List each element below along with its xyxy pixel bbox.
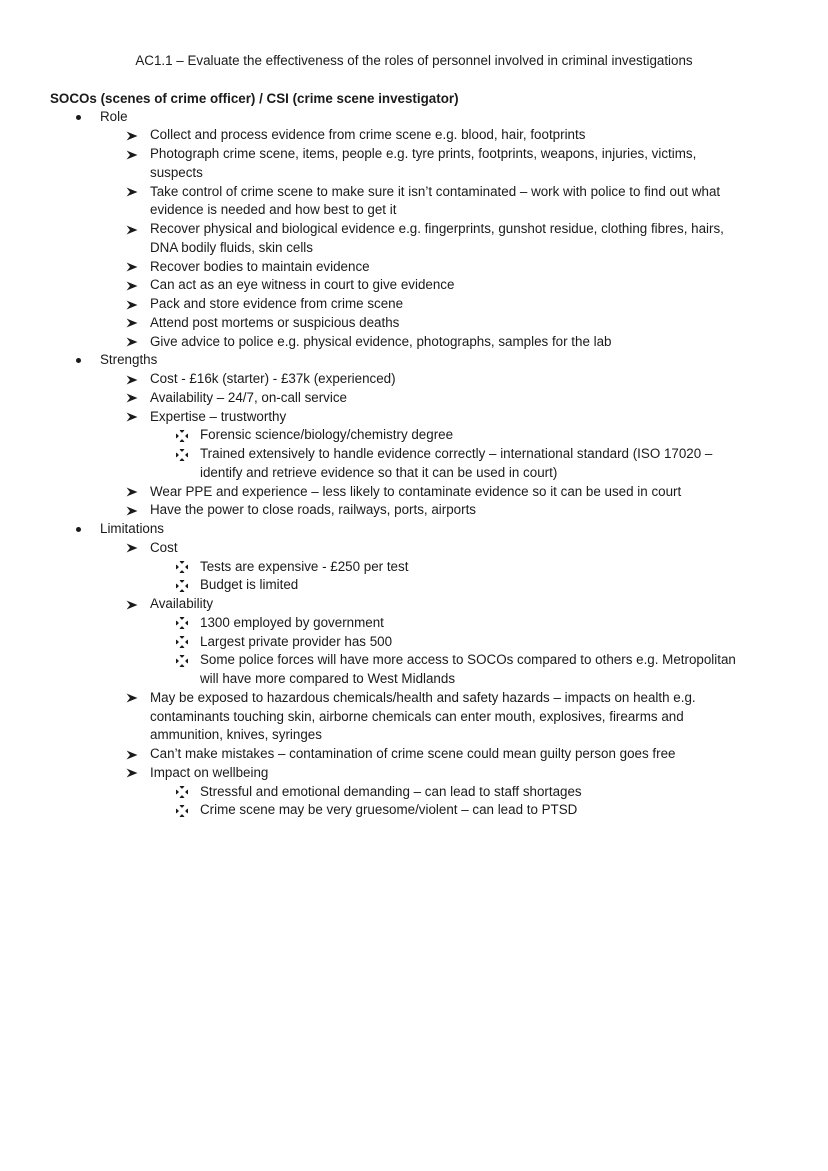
list-item: Wear PPE and experience – less likely to contaminate evidence so it can be used in court — [150, 483, 682, 499]
arrow-bullet-icon — [126, 543, 138, 553]
list-item: suspects — [150, 164, 203, 180]
list-item: contaminants touching skin, airborne chemicals can enter mouth, explosives, firearms and — [150, 708, 684, 724]
arrow-bullet-icon — [126, 225, 138, 235]
list-item: Attend post mortems or suspicious deaths — [150, 314, 400, 330]
list-item: Cost — [150, 539, 178, 555]
list-item: Can act as an eye witness in court to give evidence — [150, 277, 455, 293]
sub-list-item: Forensic science/biology/chemistry degree — [200, 427, 454, 443]
diamond-bullet-icon — [176, 655, 188, 667]
arrow-bullet-icon — [126, 506, 138, 516]
list-item: Recover bodies to maintain evidence — [150, 258, 370, 274]
arrow-bullet-icon — [126, 768, 138, 778]
bullet-dot-icon — [76, 358, 81, 363]
sub-list-item: Stressful and emotional demanding – can lead to staff shortages — [200, 783, 582, 799]
sub-list-item: Budget is limited — [200, 577, 299, 593]
list-item: Can’t make mistakes – contamination of crime scene could mean guilty person goes free — [150, 746, 676, 761]
list-item: May be exposed to hazardous chemicals/health and safety hazards – impacts on health e.g. — [150, 689, 696, 705]
arrow-bullet-icon — [126, 600, 138, 610]
list-item: Expertise – trustworthy — [150, 408, 287, 424]
arrow-bullet-icon — [126, 750, 138, 760]
sub-list-item: identify and retrieve evidence so that it can be used in court) — [200, 464, 558, 480]
list-item: Availability — [150, 596, 214, 611]
list-item: DNA bodily fluids, skin cells — [150, 239, 313, 255]
section-heading: SOCOs (scenes of crime officer) / CSI (crime scene investigator) — [50, 91, 459, 106]
arrow-bullet-icon — [126, 375, 138, 385]
list-item: Pack and store evidence from crime scene — [150, 296, 404, 311]
sub-list-item: Trained extensively to handle evidence correctly – international standard (ISO 17020 – — [200, 446, 713, 461]
list-item: Recover physical and biological evidence e.g. fingerprints, gunshot residue, clothing fibres, hairs, — [150, 221, 724, 236]
diamond-bullet-icon — [176, 430, 188, 442]
list-item: Cost - £16k (starter) - £37k (experienced) — [150, 371, 396, 386]
arrow-bullet-icon — [126, 150, 138, 160]
list-item: evidence is needed and how best to get it — [150, 202, 397, 218]
diamond-bullet-icon — [176, 580, 188, 592]
list-item: Availability – 24/7, on-call service — [150, 389, 347, 405]
list-item: Take control of crime scene to make sure it isn’t contaminated – work with police to find out what — [150, 183, 721, 199]
arrow-bullet-icon — [126, 262, 138, 272]
list-item: Collect and process evidence from crime scene e.g. blood, hair, footprints — [150, 127, 586, 143]
diamond-bullet-icon — [176, 786, 188, 798]
diamond-bullet-icon — [176, 805, 188, 817]
sub-list-item: Tests are expensive - £250 per test — [200, 558, 409, 574]
diamond-bullet-icon — [176, 617, 188, 629]
diamond-bullet-icon — [176, 449, 188, 461]
list-item: Impact on wellbeing — [150, 764, 269, 780]
list-item: Photograph crime scene, items, people e.g. tyre prints, footprints, weapons, injuries, victims, — [150, 146, 697, 161]
arrow-bullet-icon — [126, 187, 138, 197]
arrow-bullet-icon — [126, 487, 138, 497]
sub-list-item: will have more compared to West Midlands — [200, 671, 456, 686]
bullet-dot-icon — [76, 527, 81, 532]
sub-list-item: 1300 employed by government — [200, 614, 384, 630]
role-label: Role — [100, 108, 128, 124]
sub-list-item: Some police forces will have more access to SOCOs compared to others e.g. Metropolitan — [200, 652, 736, 668]
bullet-dot-icon — [76, 115, 81, 120]
arrow-bullet-icon — [126, 337, 138, 347]
arrow-bullet-icon — [126, 131, 138, 141]
strengths-label: Strengths — [100, 352, 158, 368]
arrow-bullet-icon — [126, 300, 138, 310]
arrow-bullet-icon — [126, 693, 138, 703]
diamond-bullet-icon — [176, 636, 188, 648]
arrow-bullet-icon — [126, 393, 138, 403]
arrow-bullet-icon — [126, 412, 138, 422]
list-item: Give advice to police e.g. physical evidence, photographs, samples for the lab — [150, 333, 612, 349]
limitations-label: Limitations — [100, 521, 165, 536]
list-item: ammunition, knives, syringes — [150, 727, 322, 743]
sub-list-item: Crime scene may be very gruesome/violent – can lead to PTSD — [200, 802, 578, 818]
arrow-bullet-icon — [126, 281, 138, 291]
list-item: Have the power to close roads, railways, ports, airports — [150, 502, 476, 518]
arrow-bullet-icon — [126, 318, 138, 328]
page-title: AC1.1 – Evaluate the effectiveness of the roles of personnel involved in criminal investigations — [135, 53, 693, 68]
sub-list-item: Largest private provider has 500 — [200, 633, 393, 649]
diamond-bullet-icon — [176, 561, 188, 573]
